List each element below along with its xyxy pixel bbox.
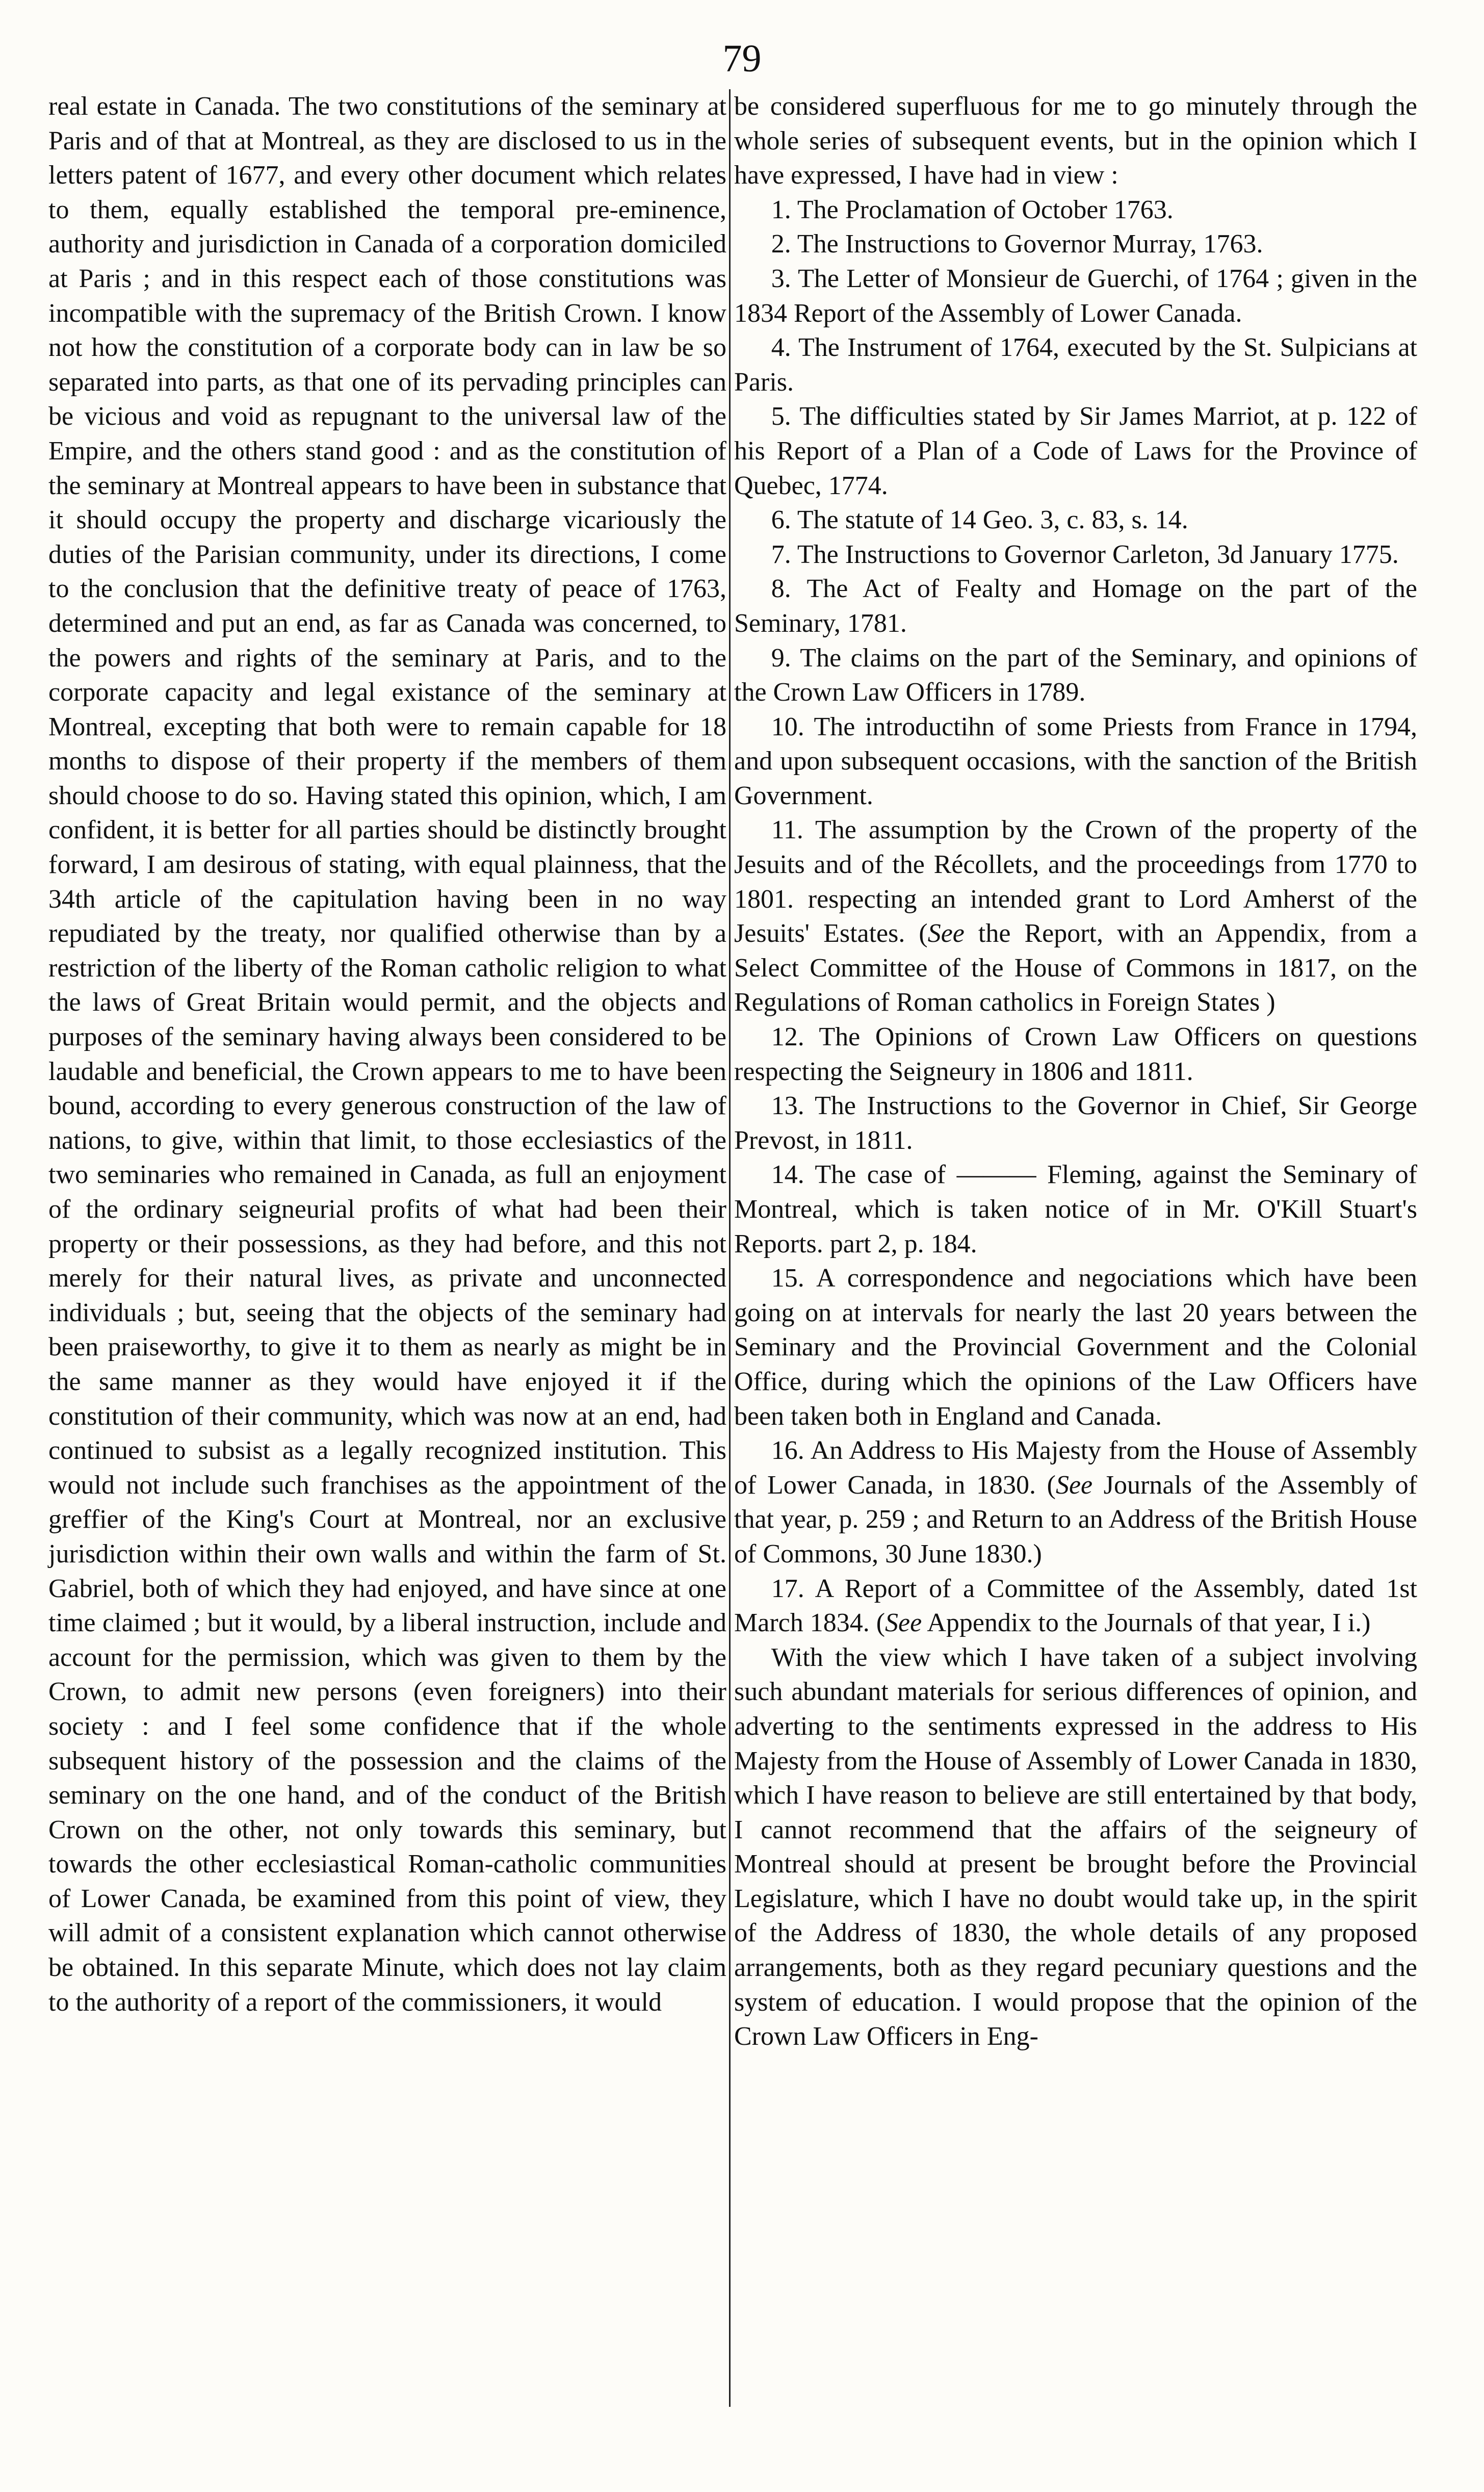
left-column — [48, 89, 726, 2019]
list-item: 1. The Proclamation of October 1763. — [771, 195, 1174, 224]
list-item: 14. The case of ——— Fleming, against the Seminary of Montreal, which is taken notice of in Mr. O'Kill Stuart's Reports. part 2, p. 184. — [734, 1160, 1417, 1258]
page-number: 79 — [722, 37, 762, 80]
list-item: 7. The Instructions to Governor Carleton, 3d January 1775. — [771, 539, 1399, 569]
list-item: 5. The difficulties stated by Sir James Marriot, at p. 122 of his Report of a Plan of a Code of Laws for the Province of Quebec, 1774. — [734, 402, 1417, 500]
right-column-closing: With the view which I have taken of a subject involving such abundant materials for serious differences of opinion, and adverting to the sentiments expressed in the address to His Majesty from the House of Assembly of Lower Canada in 1830, which I have reason to believe are still entertained by that body, I cannot recommend that the affairs of the seigneury of Montreal should at present be brought before the Provincial Legislature, which I have no doubt would take up, in the spirit of the Address of 1830, the whole details of any proposed arrangements, both as they regard pecuniary questions and the system of education. I would propose that the opinion of the Crown Law Officers in Eng- — [734, 1642, 1417, 2051]
list-item: 4. The Instrument of 1764, executed by the St. Sulpicians at Paris. — [734, 333, 1417, 397]
list-item: 13. The Instructions to the Governor in Chief, Sir George Prevost, in 1811. — [734, 1091, 1417, 1155]
list-item: 15. A correspondence and negociations which have been going on at intervals for nearly the last 20 years between the Seminary and the Provincial Government and the Colonial Office, during which the opinions of the Law Officers have been taken both in England and Canada. — [734, 1264, 1417, 1431]
list-item: 2. The Instructions to Governor Murray, 1763. — [771, 229, 1263, 259]
document-list — [734, 193, 1417, 1640]
list-item: 9. The claims on the part of the Seminary, and opinions of the Crown Law Officers in 1789. — [734, 643, 1417, 707]
left-column-text: real estate in Canada. The two constitutions of the seminary at Paris and of that at Montreal, as they are disclosed to us in the letters patent of 1677, and every other document which relates to them, equally established the temporal pre-eminence, authority and jurisdiction in Canada of a corporation domiciled at Paris ; and in this respect each of those constitutions was incompatible with the supremacy of the British Crown. I know not how the constitution of a corporate body can in law be so separated into parts, as that one of its pervading principles can be vicious and void as repugnant to the universal law of the Empire, and the others stand good : and as the constitution of the seminary at Montreal appears to have been in substance that it should occupy the property and discharge vicariously the duties of the Parisian community, under its directions, I come to the conclusion that the definitive treaty of peace of 1763, determined and put an end, as far as Canada was concerned, to the powers and rights of the seminary at Paris, and to the corporate capacity and legal existance of the seminary at Montreal, excepting that both were to remain capable for 18 months to dispose of their property if the members of them should choose to do so. Having stated this opinion, which, I am confident, it is better for all parties should be distinctly brought forward, I am desirous of stating, with equal plainness, that the 34th article of the capitulation having been in no way repudiated by the treaty, nor qualified otherwise than by a restriction of the liberty of the Roman catholic religion to what the laws of Great Britain would permit, and the objects and purposes of the seminary having always been considered to be laudable and beneficial, the Crown appears to me to have been bound, according to every generous construction of the law of nations, to give, within that limit, to those ecclesiastics of the two seminaries who remained in Canada, as full an enjoyment of the ordinary seigneurial profits of what had been their property or their possessions, as they had before, and this not merely for their natural lives, as private and unconnected individuals ; but, seeing that the objects of the seminary had been praiseworthy, to give it to them as nearly as might be in the same manner as they would have enjoyed it if the constitution of their community, which was now at an end, had continued to subsist as a legally recognized institution. This would not include such franchises as the appointment of the greffier of the King's Court at Montreal, nor an exclusive jurisdiction within their own walls and within the farm of St. Gabriel, both of which they had enjoyed, and have since at one time claimed ; but it would, by a liberal instruction, include and account for the permission, which was given to them by the Crown, to admit new persons (even foreigners) into their society : and I feel some confidence that if the whole subsequent history of the possession and the claims of the seminary on the one hand, and of the conduct of the British Crown on the other, not only towards this seminary, but towards the other ecclesiastical Roman-catholic communities of Lower Canada, be examined from this point of view, they will admit of a consistent explanation which cannot otherwise be obtained. In this separate Minute, which does not lay claim to the authority of a report of the commissioners, it would — [48, 92, 726, 2017]
list-item: 8. The Act of Fealty and Homage on the part of the Seminary, 1781. — [734, 574, 1417, 638]
right-column-intro: be considered superfluous for me to go minutely through the whole series of subsequent events, but in the opinion which I have expressed, I have had in view : — [734, 92, 1417, 190]
list-item: 16. An Address to His Majesty from the House of Assembly of Lower Canada, in 1830. (See Journals of the Assembly of that year, p. 259 ; and Return to an Address of the British House of Commons, 30 June 1830.) — [734, 1436, 1417, 1569]
column-divider — [729, 89, 731, 2407]
list-item: 6. The statute of 14 Geo. 3, c. 83, s. 14. — [771, 505, 1188, 535]
list-item: 12. The Opinions of Crown Law Officers on questions respecting the Seigneury in 1806 and 1811. — [734, 1022, 1417, 1086]
list-item: 11. The assumption by the Crown of the property of the Jesuits and of the Récollets, and the proceedings from 1770 to 1801. respecting an intended grant to Lord Amherst of the Jesuits' Estates. (See the Report, with an Appendix, from a Select Committee of the House of Commons in 1817, on the Regulations of Roman catholics in Foreign States ) — [734, 815, 1418, 1017]
list-item: 17. A Report of a Committee of the Assembly, dated 1st March 1834. (See Appendix to the Journals of that year, I i.) — [734, 1574, 1417, 1638]
right-column — [734, 89, 1417, 2054]
list-item: 10. The introductihn of some Priests from France in 1794, and upon subsequent occasions, with the sanction of the British Government. — [734, 712, 1417, 810]
list-item: 3. The Letter of Monsieur de Guerchi, of 1764 ; given in the 1834 Report of the Assembly of Lower Canada. — [734, 264, 1417, 328]
